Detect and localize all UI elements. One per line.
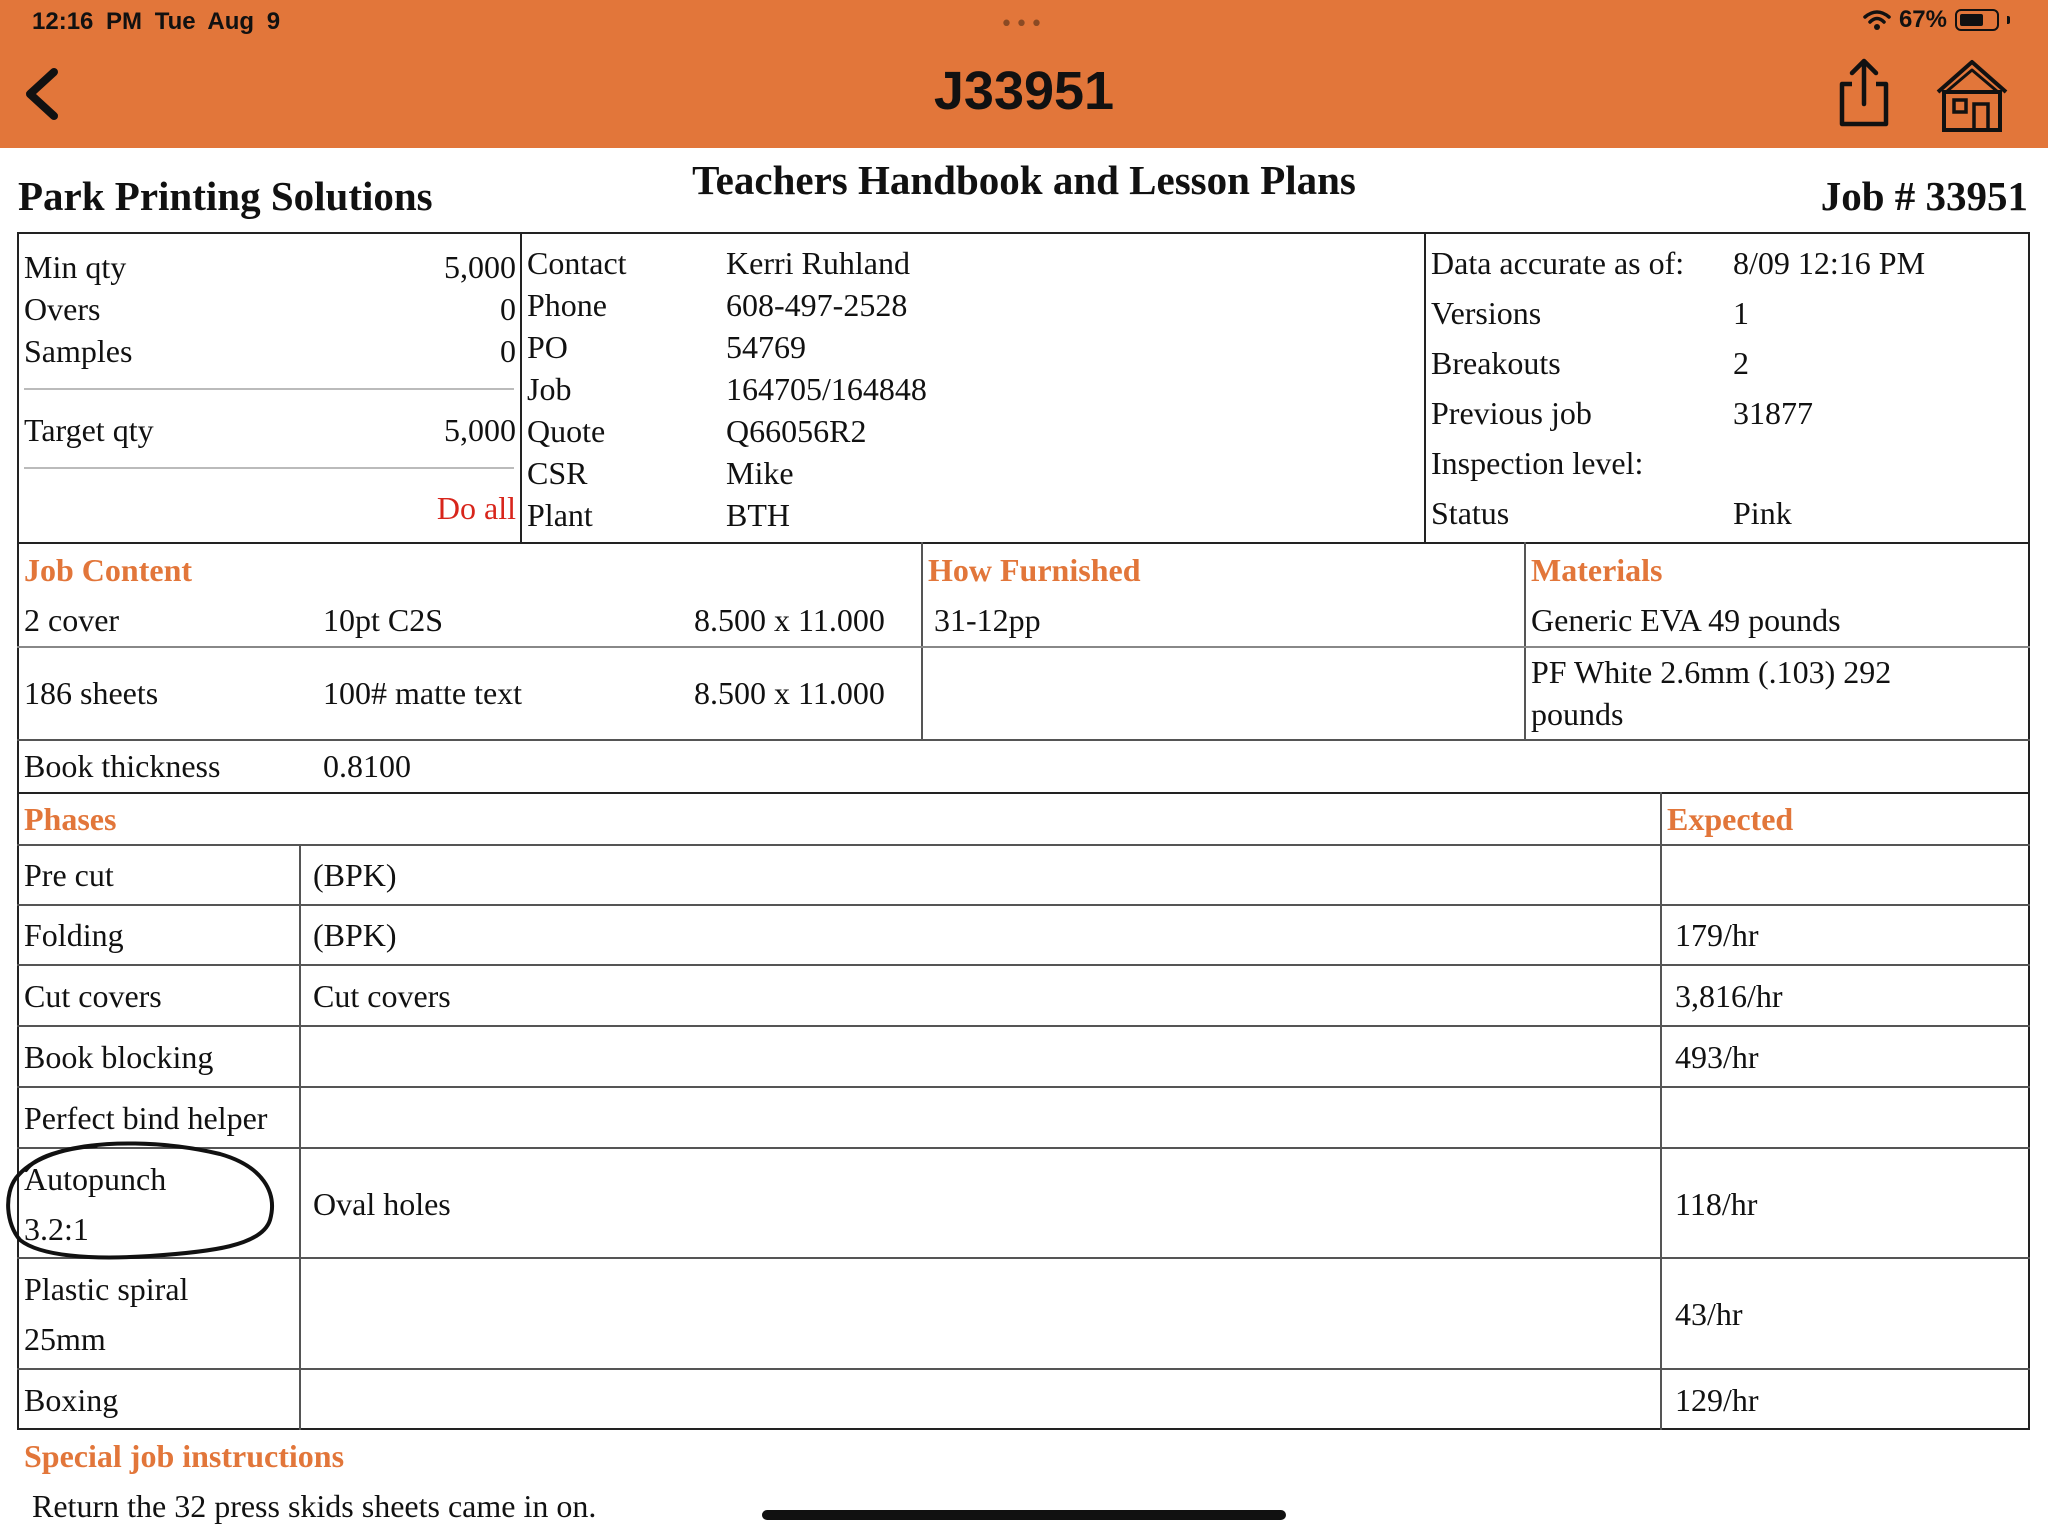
job-number: Job # 33951: [1820, 173, 2028, 219]
battery-tip: [2007, 16, 2010, 24]
phase-expected: 179/hr: [1675, 917, 1759, 953]
plant-label: Plant: [527, 497, 593, 533]
csr-label: CSR: [527, 455, 588, 491]
divider: [24, 467, 514, 469]
phase-name: Perfect bind helper: [24, 1100, 268, 1136]
content-row-stock: 10pt C2S: [323, 602, 444, 638]
content-row-qty: 2 cover: [24, 602, 120, 638]
divider: [1524, 542, 1526, 740]
job-label: Job: [527, 371, 572, 407]
phase-name: Book blocking: [24, 1039, 214, 1075]
status-date: Tue Aug 9: [154, 8, 281, 35]
divider: [17, 904, 2030, 906]
phase-expected: 493/hr: [1675, 1039, 1759, 1075]
how-furnished-value: 31-12pp: [934, 602, 1041, 638]
divider: [1660, 792, 1662, 1430]
divider: [17, 739, 2030, 741]
divider: [17, 1025, 2030, 1027]
samples-value: 0: [500, 333, 516, 369]
material-item: Generic EVA 49 pounds: [1531, 602, 1841, 638]
quote-value: Q66056R2: [726, 413, 867, 449]
expected-heading: Expected: [1667, 801, 1794, 837]
previous-job-label: Previous job: [1431, 395, 1592, 431]
previous-job-value: 31877: [1733, 395, 1813, 431]
phone-label: Phone: [527, 287, 607, 323]
status-clock: 12:16 PM: [32, 8, 143, 35]
company-name: Park Printing Solutions: [18, 173, 433, 219]
csr-value: Mike: [726, 455, 794, 491]
job-content-heading: Job Content: [24, 552, 193, 588]
content-row-size: 8.500 x 11.000: [694, 602, 885, 638]
divider: [17, 964, 2030, 966]
divider: [1424, 232, 1426, 544]
job-value: 164705/164848: [726, 371, 927, 407]
po-value: 54769: [726, 329, 806, 365]
share-icon[interactable]: [1836, 58, 1892, 128]
divider: [17, 1086, 2030, 1088]
phase-detail: Cut covers: [313, 978, 451, 1014]
phase-detail: (BPK): [313, 917, 397, 953]
phase-name-line2: 3.2:1: [24, 1211, 89, 1247]
how-furnished-heading: How Furnished: [928, 552, 1141, 588]
contact-label: Contact: [527, 245, 627, 281]
divider: [17, 1147, 2030, 1149]
divider: [520, 232, 522, 544]
samples-label: Samples: [24, 333, 133, 369]
battery-level-fill: [1960, 14, 1983, 26]
battery-icon: [1955, 9, 1999, 31]
phase-detail: Oval holes: [313, 1186, 451, 1222]
phase-name: Plastic spiral: [24, 1271, 189, 1307]
phase-expected: 43/hr: [1675, 1296, 1743, 1332]
phase-expected: 129/hr: [1675, 1382, 1759, 1418]
target-qty-value: 5,000: [444, 412, 516, 448]
special-instructions-heading: Special job instructions: [24, 1438, 345, 1474]
home-icon[interactable]: [1934, 58, 2010, 134]
divider: [17, 646, 2030, 648]
contact-value: Kerri Ruhland: [726, 245, 910, 281]
phase-name: Boxing: [24, 1382, 119, 1418]
content-row-qty: 186 sheets: [24, 675, 159, 711]
phase-name: Folding: [24, 917, 124, 953]
wifi-icon: [1863, 9, 1891, 31]
plant-value: BTH: [726, 497, 790, 533]
multitasking-dots[interactable]: •••: [1000, 12, 1045, 37]
phase-name: Autopunch: [24, 1161, 167, 1197]
divider: [921, 542, 923, 740]
phase-expected: 118/hr: [1675, 1186, 1758, 1222]
breakouts-label: Breakouts: [1431, 345, 1561, 381]
content-row-size: 8.500 x 11.000: [694, 675, 885, 711]
status-label: Status: [1431, 495, 1510, 531]
divider: [17, 1368, 2030, 1370]
content-row-stock: 100# matte text: [323, 675, 523, 711]
book-thickness-value: 0.8100: [323, 748, 411, 784]
phase-name: Pre cut: [24, 857, 114, 893]
divider: [24, 388, 514, 390]
app-header-bar: [0, 0, 2048, 148]
materials-heading: Materials: [1531, 552, 1663, 588]
status-time: [32, 8, 280, 36]
do-all-link[interactable]: Do all: [436, 490, 516, 526]
page-title: J33951: [933, 61, 1115, 121]
breakouts-value: 2: [1733, 345, 1749, 381]
divider: [299, 844, 301, 1430]
versions-value: 1: [1733, 295, 1749, 331]
status-value: Pink: [1733, 495, 1792, 531]
status-indicators: [1863, 6, 2010, 34]
phase-detail: (BPK): [313, 857, 397, 893]
min-qty-label: Min qty: [24, 249, 127, 285]
versions-label: Versions: [1431, 295, 1542, 331]
home-indicator[interactable]: [762, 1510, 1286, 1520]
material-item: PF White 2.6mm (.103) 292: [1531, 654, 1892, 690]
phase-expected: 3,816/hr: [1675, 978, 1783, 1014]
divider: [17, 1257, 2030, 1259]
phase-name-line2: 25mm: [24, 1321, 106, 1357]
material-item-continued: pounds: [1531, 696, 1624, 732]
overs-label: Overs: [24, 291, 101, 327]
phone-value: 608-497-2528: [726, 287, 908, 323]
min-qty-value: 5,000: [444, 249, 516, 285]
data-accurate-value: 8/09 12:16 PM: [1733, 245, 1926, 281]
job-title: Teachers Handbook and Lesson Plans: [692, 157, 1356, 203]
phases-heading: Phases: [24, 801, 117, 837]
quote-label: Quote: [527, 413, 606, 449]
data-accurate-label: Data accurate as of:: [1431, 245, 1685, 281]
divider: [17, 844, 2030, 846]
inspection-level-label: Inspection level:: [1431, 445, 1644, 481]
phase-name: Cut covers: [24, 978, 162, 1014]
overs-value: 0: [500, 291, 516, 327]
target-qty-label: Target qty: [24, 412, 154, 448]
book-thickness-label: Book thickness: [24, 748, 221, 784]
battery-percent: 67%: [1898, 6, 1947, 33]
po-label: PO: [527, 329, 568, 365]
special-instructions-text: Return the 32 press skids sheets came in on.: [32, 1488, 597, 1524]
